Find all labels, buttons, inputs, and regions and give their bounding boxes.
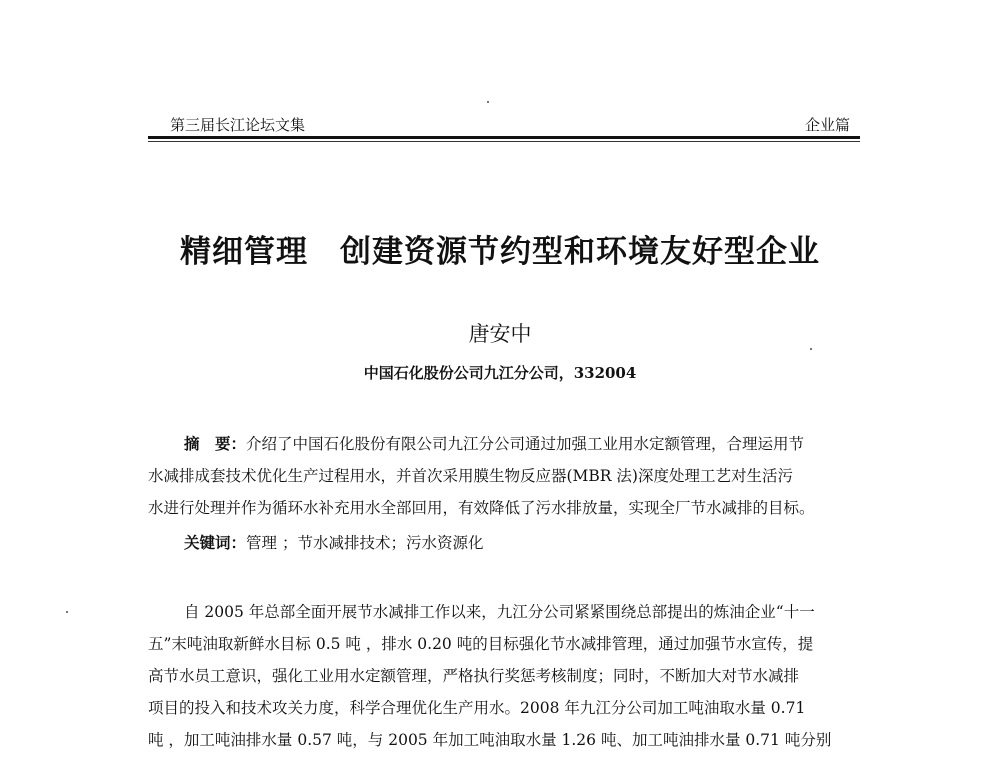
body-text: [148, 596, 888, 756]
scan-speck: [66, 611, 68, 613]
body-line: 五”末吨油取新鲜水目标 0.5 吨 ，排水 0.20 吨的目标强化节水减排管理，通过加强节水宣传，提: [148, 635, 814, 653]
abstract-line: 水减排成套技术优化生产过程用水，并首次采用膜生物反应器(MBR 法)深度处理工艺对生活污: [148, 467, 793, 485]
scan-speck: [487, 101, 489, 103]
paper-author: 唐安中: [468, 322, 532, 346]
abstract-label: 摘 要：: [184, 434, 247, 453]
paper-title: 精细管理 创建资源节约型和环境友好型企业: [180, 234, 820, 270]
header-collection-title: 第三届长江论坛文集: [170, 116, 306, 134]
paper-affiliation: 中国石化股份公司九江分公司，332004: [363, 364, 637, 382]
body-line: 高节水员工意识，强化工业用水定额管理，严格执行奖惩考核制度；同时，不断加大对节水减排: [148, 667, 800, 685]
keywords-text: 管理 ；节水减排技术；污水资源化: [246, 534, 484, 552]
running-header: [148, 112, 860, 136]
body-line: 吨 ，加工吨油排水量 0.57 吨，与 2005 年加工吨油取水量 1.26 吨、加工吨油排水量 0.71 吨分别: [148, 731, 832, 749]
abstract-line: 水进行处理并作为循环水补充用水全部回用，有效降低了污水排放量，实现全厂节水减排的目标。: [148, 499, 815, 517]
header-rule-thin: [148, 141, 860, 142]
body-line: 项目的投入和技术攻关力度，科学合理优化生产用水。2008 年九江分公司加工吨油取水量 0.71: [148, 699, 806, 717]
header-section-title: 企业篇: [804, 116, 850, 134]
abstract-line-text: 介绍了中国石化股份有限公司九江分公司通过加强工业用水定额管理，合理运用节: [246, 435, 805, 453]
header-rule-thick: [148, 136, 860, 139]
scan-speck: [810, 348, 812, 350]
keywords-label: 关键词：: [184, 533, 247, 552]
abstract: [148, 428, 888, 524]
abstract-line: [148, 428, 888, 460]
body-line: 自 2005 年总部全面开展节水减排工作以来，九江分公司紧紧围绕总部提出的炼油企业“十一: [184, 603, 815, 621]
keywords: [184, 531, 483, 553]
